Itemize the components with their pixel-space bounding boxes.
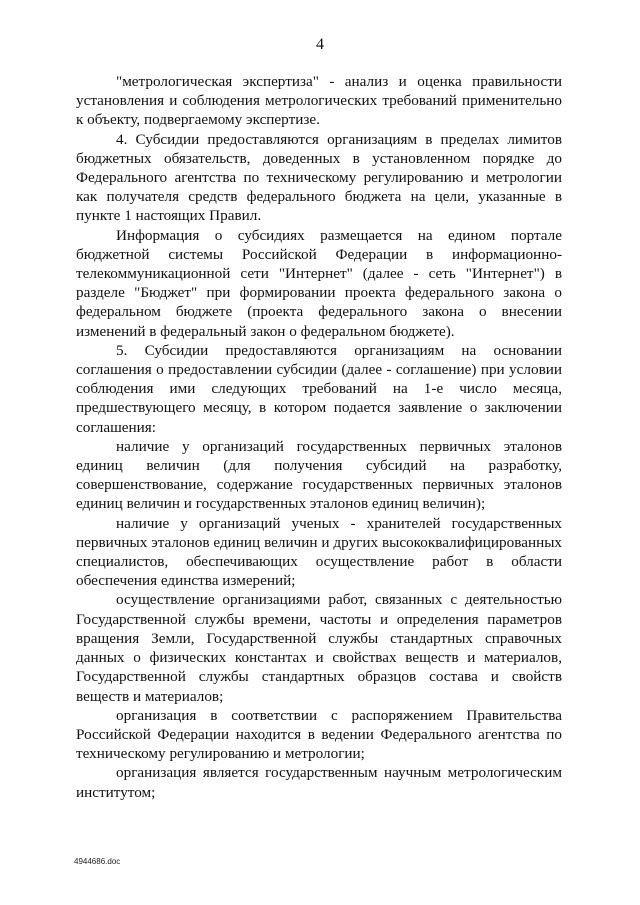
paragraph-requirement-primary-standards: наличие у организаций государственных первичных эталонов единиц величин (для получения субсидий на разработку, совершенствование, содержание государственных первичных эталонов единиц величин и государственных эталонов единиц величин);	[76, 437, 562, 513]
paragraph-requirement-scientists: наличие у организаций ученых - хранителей государственных первичных эталонов единиц величин и других высококвалифицированных специалистов, обеспечивающих осуществление работ в области обеспечения единства измерений;	[76, 514, 562, 590]
paragraph-clause-5: 5. Субсидии предоставляются организациям на основании соглашения о предоставлении субсидии (далее - соглашение) при условии соблюдения ими следующих требований на 1-е число месяца, предшествующего месяцу, в котором подается заявление о заключении соглашения:	[76, 341, 562, 436]
page-number: 4	[316, 36, 324, 53]
document-body	[76, 72, 562, 802]
paragraph-clause-4: 4. Субсидии предоставляются организациям в пределах лимитов бюджетных обязательств, доведенных в установленном порядке до Федерального агентства по техническому регулированию и метрологии как получателя средств федерального бюджета на цели, указанные в пункте 1 настоящих Правил.	[76, 130, 562, 225]
document-file-code: 4944686.doc	[74, 857, 121, 866]
paragraph-subsidy-information: Информация о субсидиях размещается на едином портале бюджетной системы Российской Федерации в информационно-телекоммуникационной сети "Интернет" (далее - сеть "Интернет") в разделе "Бюджет" при формировании проекта федерального закона о федеральном бюджете (проекта федерального закона о внесении изменений в федеральный закон о федеральном бюджете).	[76, 226, 562, 340]
paragraph-requirement-state-services: осуществление организациями работ, связанных с деятельностью Государственной службы времени, частоты и определения параметров вращения Земли, Государственной службы стандартных справочных данных о физических константах и свойствах веществ и материалов, Государственной службы стандартных образцов состава и свойств веществ и материалов;	[76, 591, 562, 705]
paragraph-requirement-metrology-institute: организация является государственным научным метрологическим институтом;	[76, 764, 562, 801]
paragraph-metrological-expertise-definition: "метрологическая экспертиза" - анализ и оценка правильности установления и соблюдения метрологических требований применительно к объекту, подвергаемому экспертизе.	[76, 73, 562, 129]
paragraph-requirement-agency-jurisdiction: организация в соответствии с распоряжением Правительства Российской Федерации находится в ведении Федерального агентства по техническому регулированию и метрологии;	[76, 706, 562, 763]
